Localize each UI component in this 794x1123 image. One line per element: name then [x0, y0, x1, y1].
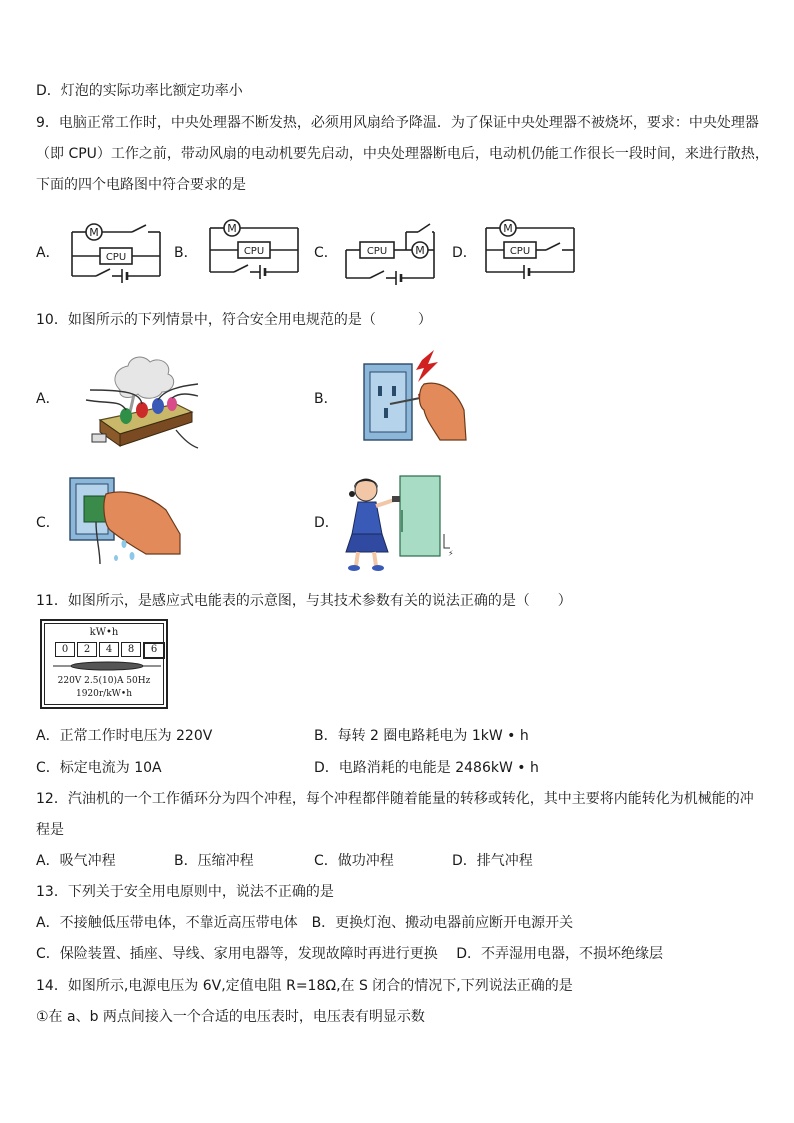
- q13-stem: 13．下列关于安全用电原则中，说法不正确的是: [36, 884, 334, 900]
- q12-option-a: A．吸气冲程: [36, 853, 116, 869]
- q11-stem: 11．如图所示，是感应式电能表的示意图，与其技术参数有关的说法正确的是（ ）: [36, 593, 572, 609]
- q11-meter-digit: 0: [55, 642, 75, 657]
- q9-a-motor-label: M: [89, 226, 99, 239]
- q14-stem: 14．如图所示,电源电压为 6V,定值电阻 R=18Ω,在 S 闭合的情况下,下列说法正确的是: [36, 978, 573, 994]
- q9-circuit-a: [66, 218, 166, 284]
- q11-option-d: D．电路消耗的电能是 2486kW • h: [314, 760, 539, 776]
- q9-stem-line1: 9．电脑正常工作时，中央处理器不断发热，必须用风扇给予降温．为了保证中央处理器不被烧坏，要求：中央处理器: [36, 115, 759, 131]
- q12-option-c: C．做功冲程: [314, 853, 394, 869]
- q9-label-b: B．: [174, 245, 198, 261]
- q11-energy-meter: [40, 619, 168, 709]
- q9-circuit-d: [480, 214, 580, 280]
- svg-text:⚡: ⚡: [448, 549, 454, 558]
- q11-meter-spec1: 220V 2.5(10)A 50Hz: [57, 676, 151, 686]
- q11-meter-digit: 4: [99, 642, 119, 657]
- q9-stem-line3: 下面的四个电路图中符合要求的是: [36, 177, 246, 193]
- q10-image-b-socket-screwdriver: [360, 350, 470, 444]
- q11-meter-digit: 2: [77, 642, 97, 657]
- q11-meter-digit: 8: [121, 642, 141, 657]
- q10-image-a-overloaded-strip: [80, 350, 200, 450]
- q11-option-c: C．标定电流为 10A: [36, 760, 162, 776]
- q12-option-d: D．排气冲程: [452, 853, 533, 869]
- q13-options-row2: C．保险装置、插座、导线、家用电器等，发现故障时再进行更换 D．不弄湿用电器，不损坏绝缘层: [36, 946, 664, 962]
- q8-option-d: D．灯泡的实际功率比额定功率小: [36, 83, 243, 99]
- q9-circuit-b: [204, 214, 304, 280]
- q12-stem-line2: 程是: [36, 822, 64, 838]
- q9-d-motor-label: M: [503, 222, 513, 235]
- q9-circuit-c: [340, 216, 440, 286]
- q10-image-d-girl-refrigerator: [340, 470, 464, 572]
- q11-meter-digit-fraction: 6: [143, 642, 165, 659]
- q11-option-a: A．正常工作时电压为 220V: [36, 728, 213, 744]
- q9-stem-line2: （即 CPU）工作之前，带动风扇的电动机要先启动，中央处理器断电后，电动机仍能工作很长一段时间，来进行散热，: [36, 146, 769, 162]
- q10-label-c: C．: [36, 515, 60, 531]
- q9-b-cpu-label: CPU: [243, 246, 265, 257]
- q12-option-b: B．压缩冲程: [174, 853, 254, 869]
- q10-label-a: A．: [36, 391, 60, 407]
- q11-option-b: B．每转 2 圈电路耗电为 1kW • h: [314, 728, 529, 744]
- q9-c-cpu-label: CPU: [366, 246, 388, 257]
- q9-label-a: A．: [36, 245, 60, 261]
- q9-d-cpu-label: CPU: [509, 246, 531, 257]
- q11-meter-spec2: 1920r/kW•h: [75, 689, 133, 699]
- q10-stem: 10．如图所示的下列情景中，符合安全用电规范的是（ ）: [36, 312, 432, 328]
- q14-item-1: ①在 a、b 两点间接入一个合适的电压表时，电压表有明显示数: [36, 1009, 425, 1025]
- q10-label-b: B．: [314, 391, 338, 407]
- q10-image-c-wet-hand-plug: [66, 474, 182, 566]
- q11-meter-unit: kW•h: [89, 627, 119, 638]
- q11-meter-disc-icon: [53, 660, 161, 672]
- q12-stem-line1: 12．汽油机的一个工作循环分为四个冲程，每个冲程都伴随着能量的转移或转化，其中主要将内能转化为机械能的冲: [36, 791, 754, 807]
- q9-label-c: C．: [314, 245, 338, 261]
- q9-c-motor-label: M: [415, 244, 425, 257]
- q10-label-d: D．: [314, 515, 339, 531]
- q9-a-cpu-label: CPU: [105, 252, 127, 263]
- q9-b-motor-label: M: [227, 222, 237, 235]
- q11-meter-digits: [55, 642, 165, 659]
- q9-label-d: D．: [452, 245, 477, 261]
- q13-options-row1: A．不接触低压带电体，不靠近高压带电体 B．更换灯泡、搬动电器前应断开电源开关: [36, 915, 574, 931]
